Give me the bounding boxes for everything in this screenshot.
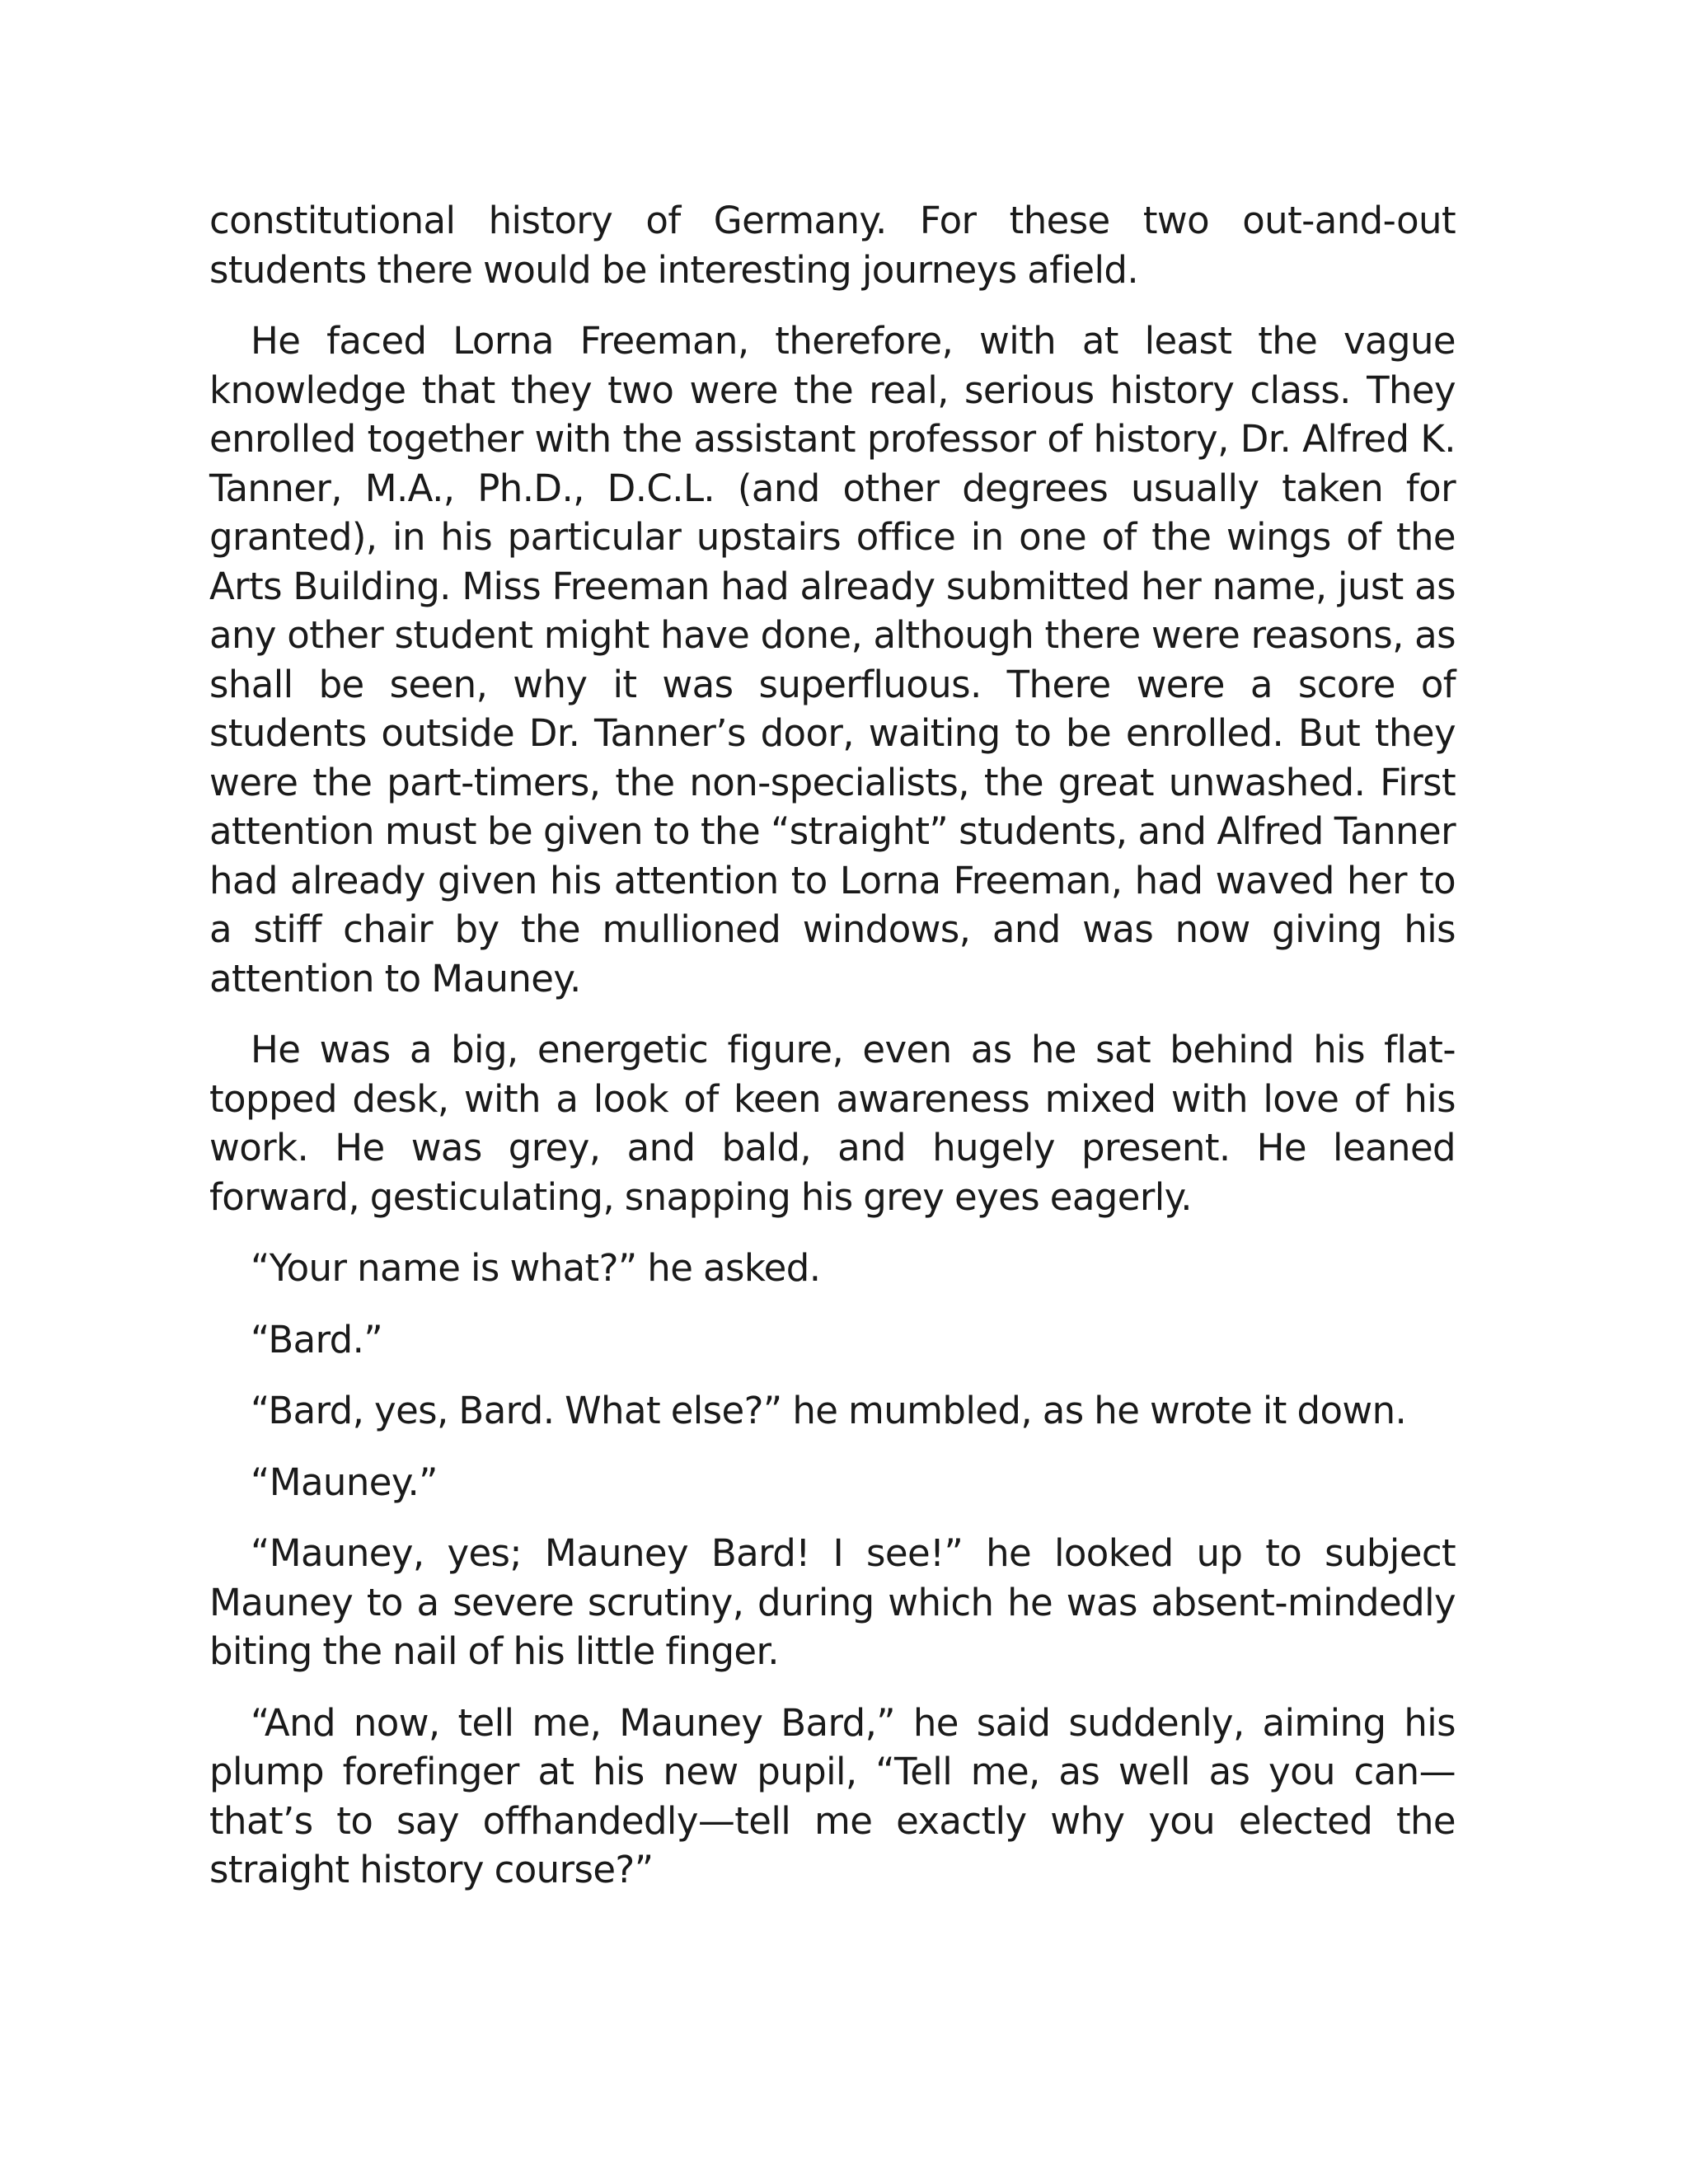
paragraph-8: “Mauney, yes; Mauney Bard! I see!” he looked up to subject Mauney to a severe scrutiny, during which he was absent-mindedly biting the nail of his little finger.: [209, 1531, 1456, 1673]
paragraph-4: “Your name is what?” he asked.: [251, 1246, 821, 1290]
paragraph-3: He was a big, energetic figure, even as he sat behind his flat-topped desk, with a look of keen awareness mixed with love of his work. He was grey, and bald, and hugely present. He leaned forward, gesticulating, snapping his grey eyes eagerly.: [209, 1028, 1456, 1219]
paragraph-1: constitutional history of Germany. For these two out-and-out students there would be interesting journeys afield.: [209, 199, 1456, 292]
page-body-text: [209, 196, 1456, 1917]
paragraph-9: “And now, tell me, Mauney Bard,” he said suddenly, aiming his plump forefinger at his new pupil, “Tell me, as well as you can—that’s to say offhandedly—tell me exactly why you elected the straight history course?”: [209, 1700, 1456, 1891]
paragraph-7: “Mauney.”: [251, 1460, 438, 1504]
paragraph-5: “Bard.”: [251, 1317, 383, 1361]
paragraph-2: He faced Lorna Freeman, therefore, with at least the vague knowledge that they two were the real, serious history class. They enrolled together with the assistant professor of history, Dr. Alfred K. Tanner, M.A., Ph.D., D.C.L. (and other degrees usually taken for granted), in his particular upstairs office in one of the wings of the Arts Building. Miss Freeman had already submitted her name, just as any other student might have done, although there were reasons, as shall be seen, why it was superfluous. There were a score of students outside Dr. Tanner’s door, waiting to be enrolled. But they were the part-timers, the non-specialists, the great unwashed. First attention must be given to the “straight” students, and Alfred Tanner had already given his attention to Lorna Freeman, had waved her to a stiff chair by the mullioned windows, and was now giving his attention to Mauney.: [209, 319, 1456, 1001]
paragraph-6: “Bard, yes, Bard. What else?” he mumbled, as he wrote it down.: [251, 1389, 1407, 1432]
